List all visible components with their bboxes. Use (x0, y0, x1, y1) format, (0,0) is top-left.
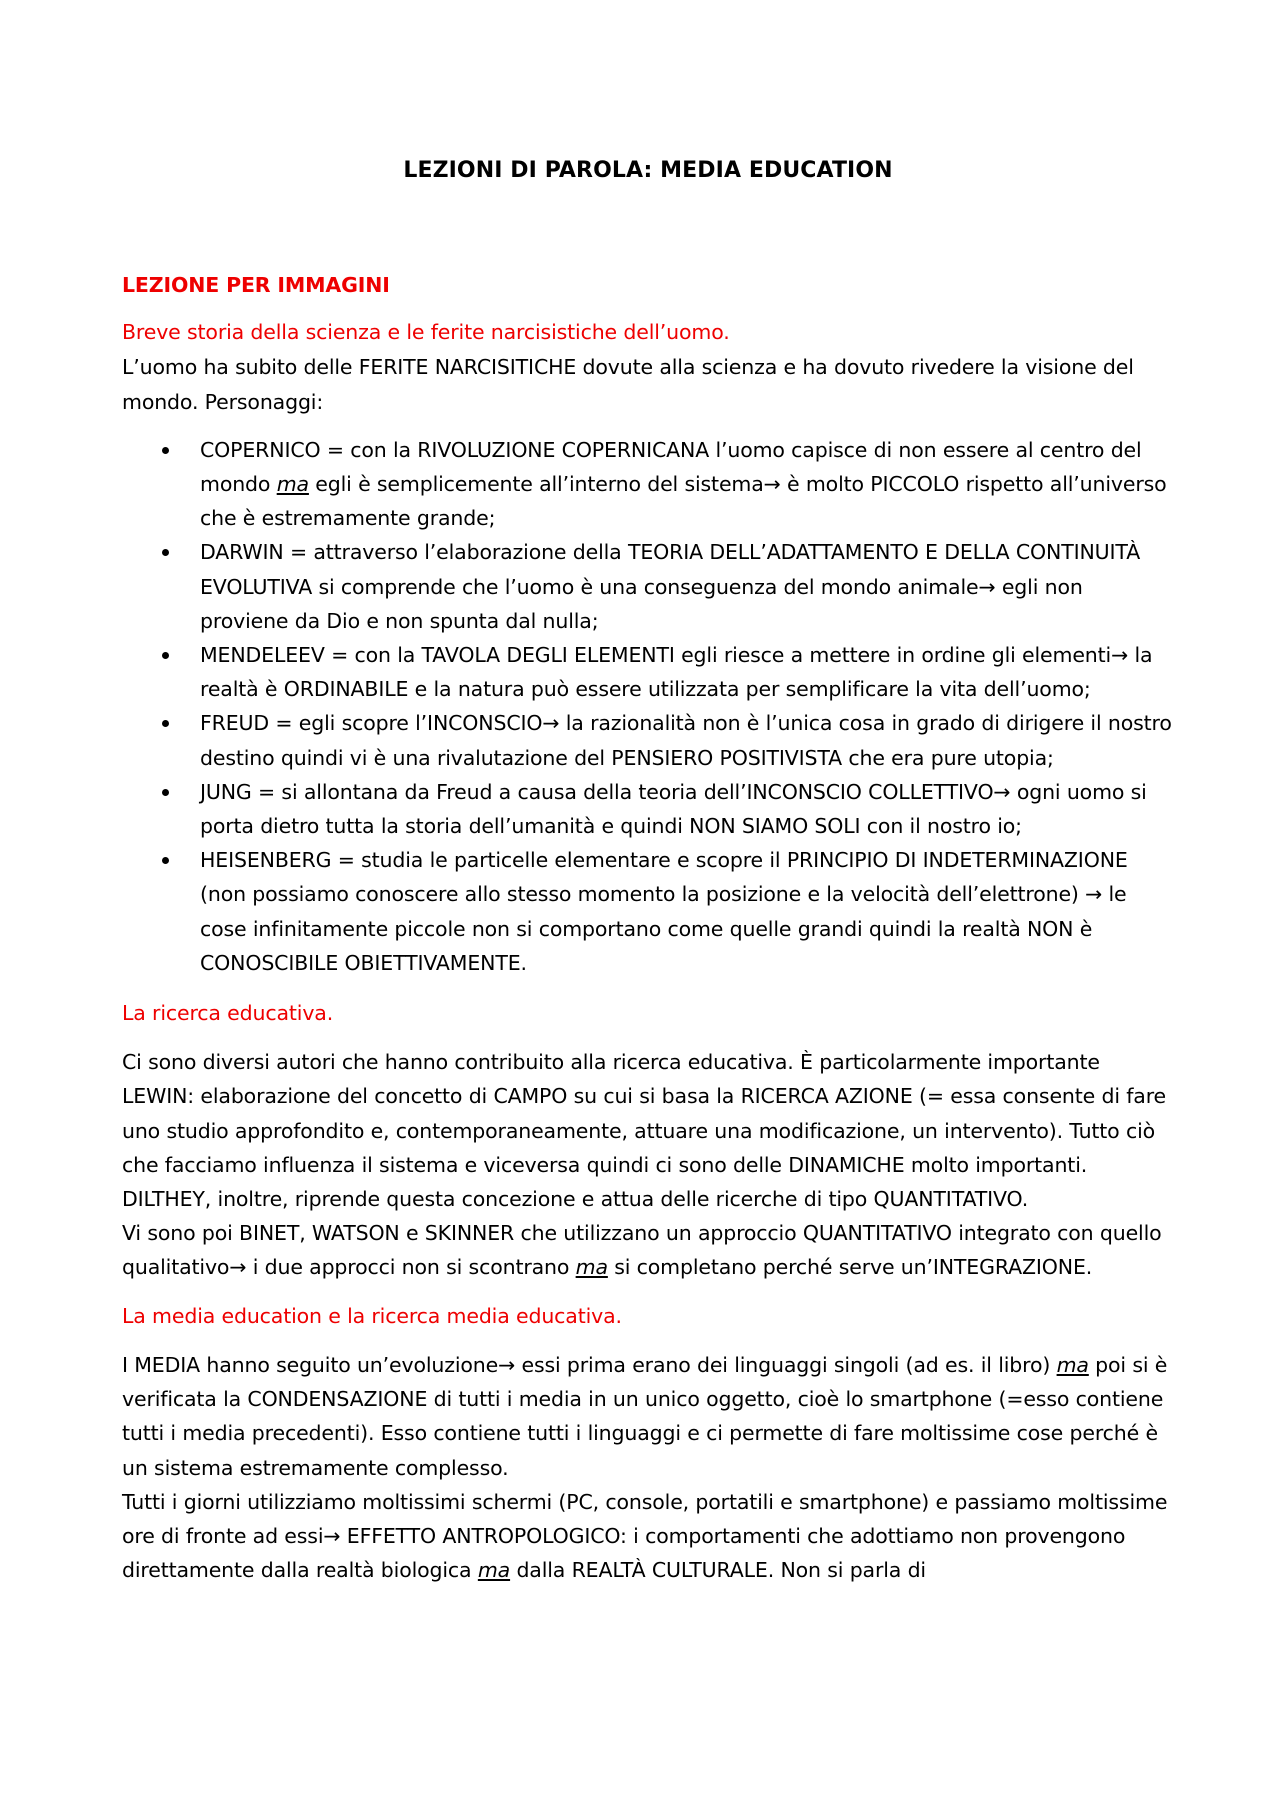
research-paragraph (122, 1216, 1174, 1284)
scientists-list (122, 433, 1174, 980)
emphasis-text: ma (1056, 1352, 1089, 1377)
list-item-text: egli è semplicemente all’interno del sistema→ è molto PICCOLO rispetto all’universo che è estremamente grande; (200, 472, 1167, 531)
list-item (122, 706, 1174, 774)
list-item-text: FREUD = egli scopre l’INCONSCIO→ la razionalità non è l’unica cosa in grado di dirigere il nostro destino quindi vi è una rivalutazione del PENSIERO POSITIVISTA che era pure utopia; (200, 711, 1172, 770)
list-item-text: HEISENBERG = studia le particelle elementare e scopre il PRINCIPIO DI INDETERMINAZIONE (non possiamo conoscere allo stesso momento la posizione e la velocità dell’elettrone) → le cose infinitamente piccole non si comportano come quelle grandi quindi la realtà NON è CONOSCIBILE OBIETTIVAMENTE. (200, 848, 1128, 975)
paragraph-text: dalla REALTÀ CULTURALE. Non si parla di (510, 1558, 926, 1583)
bullet-icon (162, 549, 169, 556)
bullet-icon (162, 447, 169, 454)
paragraph-text: Vi sono poi BINET, WATSON e SKINNER che utilizzano un approccio QUANTITATIVO integrato con quello qualitativo→ i due approcci non si scontrano (122, 1221, 1162, 1280)
list-item (122, 535, 1174, 638)
document-body (122, 268, 1174, 1587)
bullet-icon (162, 857, 169, 864)
list-item (122, 775, 1174, 843)
list-item-text: MENDELEEV = con la TAVOLA DEGLI ELEMENTI egli riesce a mettere in ordine gli elementi→ la realtà è ORDINABILE e la natura può essere utilizzata per semplificare la vita dell’uomo; (200, 643, 1153, 702)
history-heading: Breve storia della scienza e le ferite narcisistiche dell’uomo. (122, 320, 730, 345)
media-paragraph (122, 1485, 1174, 1588)
section-title: LEZIONE PER IMMAGINI (122, 273, 390, 297)
list-item (122, 638, 1174, 706)
paragraph-text: poi si è verificata la CONDENSAZIONE di tutti i media in un unico oggetto, cioè lo smartphone (=esso contiene tutti i media precedenti). Esso contiene tutti i linguaggi e ci permette di fare moltissime cose perché è un sistema estremamente complesso. (122, 1352, 1168, 1480)
research-heading: La ricerca educativa. (122, 1001, 334, 1026)
list-item (122, 843, 1174, 980)
bullet-icon (162, 720, 169, 727)
media-heading: La media education e la ricerca media educativa. (122, 1303, 622, 1328)
list-item-text: COPERNICO = con la RIVOLUZIONE COPERNICANA l’uomo capisce di non essere al centro del mondo (200, 437, 1142, 497)
paragraph-text: Tutti i giorni utilizziamo moltissimi schermi (PC, console, portatili e smartphone) e passiamo moltissime ore di fronte ad essi→ EFFETTO ANTROPOLOGICO: i comportamenti che adottiamo non provengono direttamente dalla realtà biologica (122, 1489, 1168, 1583)
paragraph-text: I MEDIA hanno seguito un’evoluzione→ essi prima erano dei linguaggi singoli (ad es. il libro) (122, 1352, 1057, 1377)
list-item-text: DARWIN = attraverso l’elaborazione della TEORIA DELL’ADATTAMENTO E DELLA CONTINUITÀ EVOLUTIVA si comprende che l’uomo è una conseguenza del mondo animale→ egli non proviene da Dio e non spunta dal nulla; (200, 540, 1141, 633)
emphasis-text: ma (276, 472, 309, 497)
paragraph-text: si completano perché serve un’INTEGRAZIONE. (607, 1255, 1093, 1280)
research-paragraph: Ci sono diversi autori che hanno contribuito alla ricerca educativa. È particolarmente importante LEWIN: elaborazione del concetto di CAMPO su cui si basa la RICERCA AZIONE (= essa consente di fare uno studio approfondito e, contemporaneamente, attuare una modificazione, un intervento). Tutto ciò che facciamo influenza il sistema e viceversa quindi ci sono delle DINAMICHE molto importanti. DILTHEY, inoltre, riprende questa concezione e attua delle ricerche di tipo QUANTITATIVO. (122, 1050, 1167, 1212)
emphasis-text: ma (477, 1558, 511, 1583)
bullet-icon (162, 652, 169, 659)
emphasis-text: ma (575, 1255, 608, 1280)
document-page (122, 0, 1174, 1811)
history-intro: L’uomo ha subito delle FERITE NARCISITICHE dovute alla scienza e ha dovuto rivedere la visione del mondo. Personaggi: (122, 355, 1134, 414)
bullet-icon (162, 789, 169, 796)
list-item (122, 433, 1174, 536)
list-item-text: JUNG = si allontana da Freud a causa della teoria dell’INCONSCIO COLLETTIVO→ ogni uomo si porta dietro tutta la storia dell’umanità e quindi NON SIAMO SOLI con il nostro io; (200, 779, 1147, 839)
media-paragraph (122, 1348, 1174, 1485)
document-title: LEZIONI DI PAROLA: MEDIA EDUCATION (403, 158, 893, 183)
